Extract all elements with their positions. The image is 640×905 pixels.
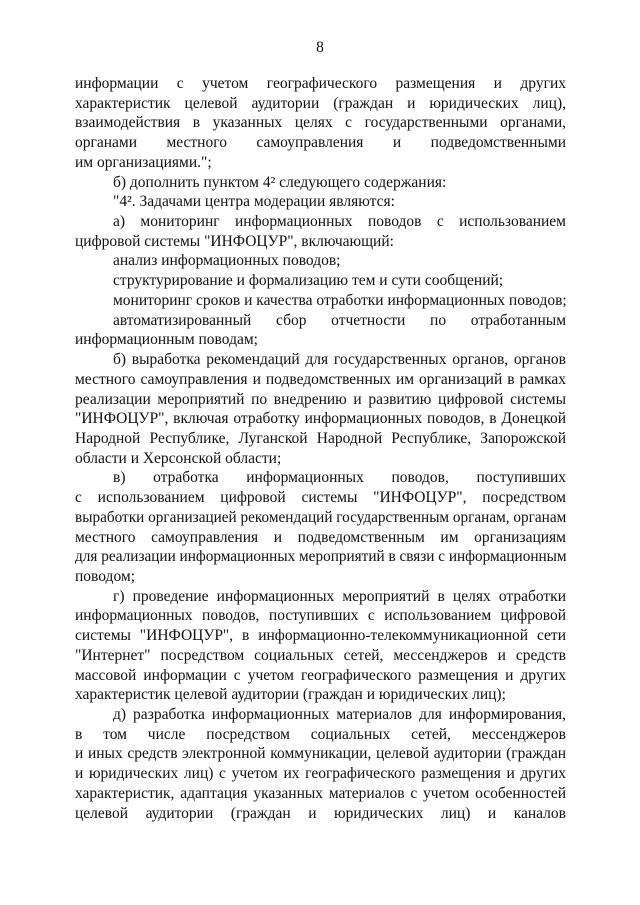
text-line: информации с учетом географического размещения и других (75, 75, 566, 92)
text-line: поводом; (75, 567, 136, 585)
text-line: анализ информационных поводов; (113, 252, 341, 270)
text-line: им организациями."; (75, 153, 212, 171)
text-line: местного самоуправления и подведомственным им организациям (75, 528, 566, 546)
text-line: г) проведение информационных мероприятий в целях отработки (113, 587, 566, 605)
text-line: характеристик целевой аудитории (граждан и юридических лиц), (75, 94, 566, 112)
text-line: "Интернет" посредством социальных сетей, мессенджеров и средств (75, 646, 566, 664)
text-line: цифровой системы "ИНФОЦУР", включающий: (75, 232, 394, 250)
text-line: с использованием цифровой системы "ИНФОЦУР", посредством (75, 489, 566, 507)
text-line: целевой аудитории (граждан и юридических лиц) и каналов (75, 804, 566, 822)
text-line: системы "ИНФОЦУР", в информационно-телекоммуникационной сети (75, 627, 566, 645)
text-line: структурирование и формализацию тем и сути сообщений; (113, 272, 504, 290)
text-line: а) мониторинг информационных поводов с использованием (113, 213, 566, 231)
text-line: взаимодействия в указанных целях с государственными органами, (75, 114, 566, 132)
document-body (75, 74, 566, 823)
text-line: органами местного самоуправления и подведомственными (75, 134, 566, 152)
text-line: б) дополнить пунктом 4² следующего содержания: (113, 173, 447, 191)
text-line: в) отработка информационных поводов, поступивших (113, 469, 566, 487)
text-line: характеристик, адаптация указанных материалов с учетом особенностей (75, 784, 566, 802)
text-line: б) выработка рекомендаций для государственных органов, органов (113, 351, 566, 369)
text-line: области и Херсонской области; (75, 449, 282, 467)
page-number: 8 (316, 39, 324, 56)
text-line: "4². Задачами центра модерации являются: (113, 193, 395, 211)
text-line: реализации мероприятий по внедрению и развитию цифровой системы (75, 390, 566, 408)
text-line: выработки организацией рекомендаций государственным органам, органам (75, 508, 567, 526)
text-line: и юридических лиц) с учетом их географического размещения и других (75, 765, 566, 783)
text-line: автоматизированный сбор отчетности по отработанным (113, 311, 566, 329)
text-line: местного самоуправления и подведомственных им организаций в рамках (75, 370, 566, 388)
text-line: "ИНФОЦУР", включая отработку информационных поводов, в Донецкой (75, 410, 566, 428)
text-line: и иных средств электронной коммуникации, целевой аудитории (граждан (75, 745, 566, 763)
text-line: массовой информации с учетом географического размещения и других (75, 666, 566, 684)
text-line: Народной Республике, Луганской Народной Республике, Запорожской (75, 429, 566, 447)
text-line: в том числе посредством социальных сетей, мессенджеров (75, 725, 566, 743)
text-line: мониторинг сроков и качества отработки информационных поводов; (113, 291, 567, 309)
text-line: информационным поводам; (75, 331, 258, 349)
text-line: для реализации информационных мероприятий в связи с информационным (75, 548, 567, 566)
text-line: информационных поводов, поступивших с использованием цифровой (75, 607, 566, 625)
text-line: характеристик целевой аудитории (граждан и юридических лиц); (75, 686, 506, 704)
text-line: д) разработка информационных материалов для информирования, (113, 706, 566, 723)
